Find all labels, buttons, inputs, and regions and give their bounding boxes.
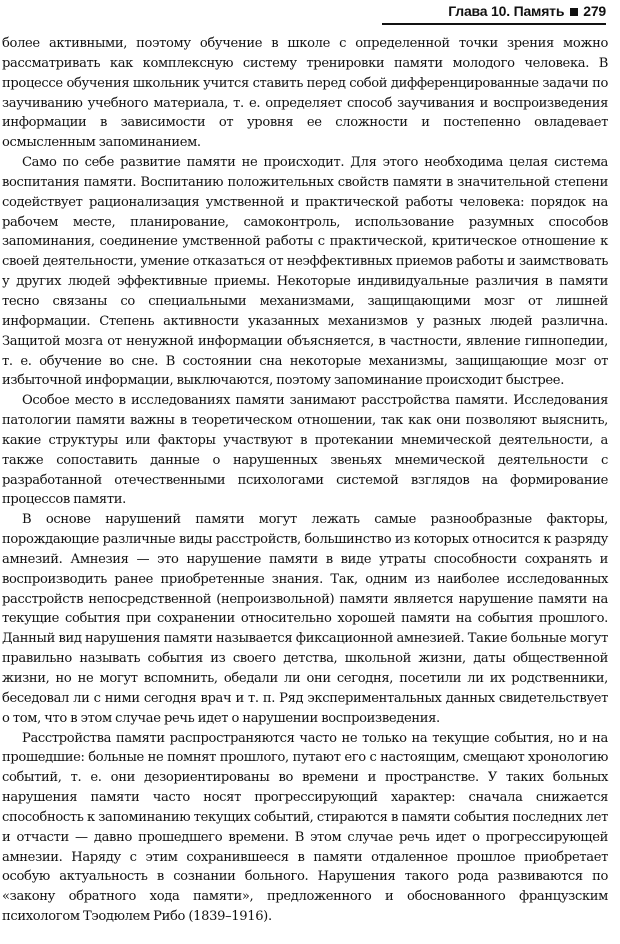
page-number: 279: [583, 3, 606, 19]
paragraph: Само по себе развитие памяти не происходит. Для этого необходима целая система воспитания памяти. Воспитанию положительных свойств памяти в значительной степени содействует рационализация умственной и практической работы человека: порядок на рабочем месте, планирование, самоконтроль, использование разумных способов запоминания, соединение умственной работы с практической, критическое отношение к своей деятельности, умение отказаться от неэффективных приемов работы и заимствовать у других людей эффективные приемы. Некоторые индивидуальные различия в памяти тесно связаны со специальными механизмами, защищающими мозг от лишней информации. Степень активности указанных механизмов у разных людей различна. Защитой мозга от ненужной информации объясняется, в частности, явление гипнопедии, т. е. обучение во сне. В состоянии сна некоторые механизмы, защищающие мозг от избыточной информации, выключаются, поэтому запоминание происходит быстрее.: [2, 155, 608, 389]
chapter-title: Глава 10. Память: [448, 3, 565, 19]
paragraph: В основе нарушений памяти могут лежать самые разнообразные факторы, порождающие различные виды расстройств, большинство из которых относится к разряду амнезий. Амнезия — это нарушение памяти в виде утраты способности сохранять и воспроизводить ранее приобретенные знания. Так, одним из наиболее исследованных расстройств непосредственной (непроизвольной) памяти является нарушение памяти на текущие события при сохранении относительно хорошей памяти на события прошлого. Данный вид нарушения памяти называется фиксационной амнезией. Такие больные могут правильно называть события из своего детства, школьной жизни, даты общественной жизни, но не могут вспомнить, обедали ли они сегодня, посетили ли их родственники, беседовал ли с ними сегодня врач и т. п. Ряд экспериментальных данных свидетельствует о том, что в этом случае речь идет о нарушении воспроизведения.: [2, 512, 608, 726]
body-text: [2, 34, 608, 927]
square-bullet-icon: [570, 8, 578, 16]
paragraph: Особое место в исследованиях памяти занимают расстройства памяти. Исследования патологии памяти важны в теоретическом отношении, так как они позволяют выяснить, какие структуры или факторы участвуют в протекании мнемической деятельности, а также сопоставить данные о нарушенных звеньях мнемической деятельности с разработанной отечественными психологами системой взглядов на формирование процессов памяти.: [2, 393, 608, 508]
paragraph: Расстройства памяти распространяются часто не только на текущие события, но и на прошедшие: больные не помнят прошлого, путают его с настоящим, смещают хронологию событий, т. е. они дезориентированы во времени и пространстве. У таких больных нарушения памяти часто носят прогрессирующий характер: сначала снижается способность к запоминанию текущих событий, стираются в памяти события последних лет и отчасти — давно прошедшего времени. В этом случае речь идет о прогрессирующей амнезии. Наряду с этим сохранившееся в памяти отдаленное прошлое приобретает особую актуальность в сознании больного. Нарушения такого рода развиваются по «закону обратного хода памяти», предложенного и обоснованного французским психологом Тэодюлем Рибо (1839–1916).: [2, 730, 608, 925]
header-rule: [382, 23, 606, 25]
running-header: [448, 3, 606, 20]
paragraph: более активными, поэтому обучение в школе с определенной точки зрения можно рассматривать как комплексную систему тренировки памяти молодого человека. В процессе обучения школьник учится ставить перед собой дифференцированные задачи по заучиванию учебного материала, т. е. определяет способ заучивания и воспроизведения информации в зависимости от уровня ее сложности и постепенно овладевает осмысленным запоминанием.: [2, 36, 608, 151]
